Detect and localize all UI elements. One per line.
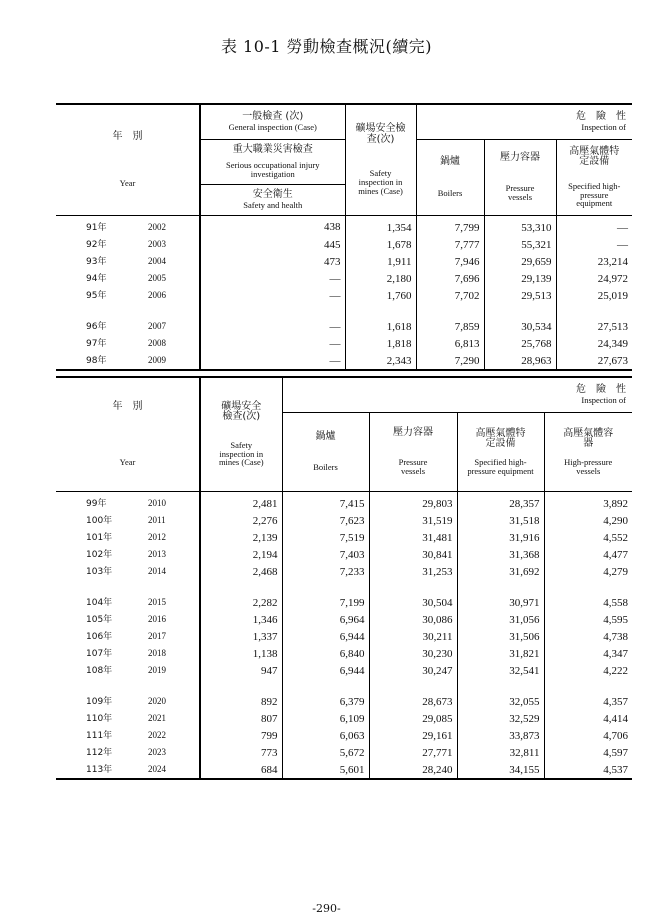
- mines-cell: 1,337: [252, 630, 278, 643]
- year-en: 2005: [148, 273, 166, 283]
- high-pressure-vessels-cell: 4,738: [544, 628, 632, 645]
- table-row: [56, 628, 632, 645]
- year-cell: [56, 761, 200, 779]
- high-pressure-equipment-header: 高壓氣體特定設備 Specified high-pressure equipment: [556, 140, 632, 216]
- mines-cell: 2,276: [252, 514, 278, 527]
- year-zh: 91年: [86, 223, 107, 233]
- high-pressure-equipment-cell: 30,971: [457, 594, 544, 611]
- boilers-cell: 6,063: [282, 727, 369, 744]
- year-zh: 111年: [86, 731, 113, 741]
- high-pressure-equipment-cell: 31,518: [457, 512, 544, 529]
- boilers-cell: 6,944: [282, 628, 369, 645]
- year-cell: [56, 492, 200, 513]
- year-cell: [56, 512, 200, 529]
- year-cell: [56, 563, 200, 580]
- pressure-vessels-cell: 29,659: [484, 253, 556, 270]
- boilers-cell: 7,777: [416, 236, 484, 253]
- pressure-vessels-cell: 30,086: [369, 611, 457, 628]
- boilers-header: 鍋爐 Boilers: [282, 413, 369, 492]
- year-cell: [56, 529, 200, 546]
- year-en: 2016: [148, 614, 166, 624]
- high-pressure-equipment-cell: 28,357: [457, 492, 544, 513]
- table-row: [56, 318, 632, 335]
- high-pressure-equipment-cell: 31,692: [457, 563, 544, 580]
- year-zh: 112年: [86, 748, 113, 758]
- boilers-cell: 5,672: [282, 744, 369, 761]
- boilers-cell: 7,403: [282, 546, 369, 563]
- high-pressure-vessels-cell: 4,414: [544, 710, 632, 727]
- year-zh: 100年: [86, 516, 113, 526]
- table-row: [56, 662, 632, 679]
- year-en: 2014: [148, 566, 166, 576]
- table-row: [56, 352, 632, 370]
- safety-health-cell: 473: [324, 255, 341, 268]
- year-cell: [56, 628, 200, 645]
- high-pressure-vessels-cell: 4,537: [544, 761, 632, 779]
- high-pressure-equipment-cell: 34,155: [457, 761, 544, 779]
- high-pressure-equipment-cell: 31,056: [457, 611, 544, 628]
- year-en: 2020: [148, 696, 166, 706]
- mines-cell: 2,282: [252, 596, 278, 609]
- high-pressure-equipment-cell: 31,821: [457, 645, 544, 662]
- pressure-vessels-cell: 28,240: [369, 761, 457, 779]
- boilers-cell: 6,944: [282, 662, 369, 679]
- high-pressure-equipment-cell: 23,214: [556, 253, 632, 270]
- year-en: 2007: [148, 321, 166, 331]
- year-cell: [56, 236, 200, 253]
- high-pressure-vessels-cell: 4,552: [544, 529, 632, 546]
- boilers-cell: 6,379: [282, 693, 369, 710]
- year-zh: 105年: [86, 615, 113, 625]
- year-en: 2023: [148, 747, 166, 757]
- danger-inspection-header: 危 險 性 Inspection of: [282, 377, 632, 413]
- pressure-vessels-cell: 30,247: [369, 662, 457, 679]
- boilers-header: 鍋爐 Boilers: [416, 140, 484, 216]
- year-cell: [56, 662, 200, 679]
- year-zh: 107年: [86, 649, 113, 659]
- mines-cell: 1,678: [345, 236, 416, 253]
- safety-health-cell: 438: [324, 221, 341, 234]
- year-zh: 106年: [86, 632, 113, 642]
- year-cell: [56, 645, 200, 662]
- year-zh: 93年: [86, 257, 107, 267]
- mines-cell: 2,180: [345, 270, 416, 287]
- pressure-vessels-cell: 29,161: [369, 727, 457, 744]
- safety-health-cell: —: [329, 272, 341, 285]
- mines-cell: 807: [261, 712, 278, 725]
- year-en: 2006: [148, 290, 166, 300]
- table-row: [56, 744, 632, 761]
- year-cell: [56, 546, 200, 563]
- year-en: 2002: [148, 222, 166, 232]
- danger-inspection-header: 危 險 性 Inspection of: [416, 104, 632, 140]
- boilers-cell: 7,519: [282, 529, 369, 546]
- pressure-vessels-cell: 55,321: [484, 236, 556, 253]
- year-en: 2003: [148, 239, 166, 249]
- boilers-cell: 5,601: [282, 761, 369, 779]
- table-row: [56, 270, 632, 287]
- mines-cell: 2,139: [252, 531, 278, 544]
- boilers-cell: 7,702: [416, 287, 484, 304]
- year-zh: 102年: [86, 550, 113, 560]
- mines-cell: 684: [200, 761, 282, 779]
- year-en: 2004: [148, 256, 166, 266]
- boilers-cell: 7,623: [282, 512, 369, 529]
- year-header: 年 別 Year: [56, 377, 200, 492]
- mines-cell: 947: [261, 664, 278, 677]
- high-pressure-vessels-cell: 4,290: [544, 512, 632, 529]
- high-pressure-vessels-cell: 3,892: [544, 492, 632, 513]
- safety-health-cell: —: [329, 337, 341, 350]
- table-row: [56, 512, 632, 529]
- high-pressure-vessels-cell: 4,558: [544, 594, 632, 611]
- year-en: 2010: [148, 498, 166, 508]
- year-zh: 99年: [86, 499, 107, 509]
- pressure-vessels-cell: 31,519: [369, 512, 457, 529]
- year-en: 2013: [148, 549, 166, 559]
- table-row: [56, 253, 632, 270]
- high-pressure-equipment-cell: 31,916: [457, 529, 544, 546]
- year-en: 2021: [148, 713, 166, 723]
- table-row: [56, 611, 632, 628]
- high-pressure-equipment-cell: 32,529: [457, 710, 544, 727]
- year-cell: [56, 594, 200, 611]
- pressure-vessels-header: 壓力容器 Pressure vessels: [369, 413, 457, 492]
- high-pressure-equipment-cell: 24,349: [556, 335, 632, 352]
- table-row: [56, 645, 632, 662]
- table-row: [56, 287, 632, 304]
- boilers-cell: 7,799: [416, 216, 484, 237]
- high-pressure-equipment-cell: 32,541: [457, 662, 544, 679]
- high-pressure-equipment-header: 高壓氣體特定設備 Specified high-pressure equipment: [457, 413, 544, 492]
- mines-inspection-header: 礦場安全檢查(次) Safety inspection in mines (Case): [345, 104, 416, 216]
- year-en: 2017: [148, 631, 166, 641]
- year-zh: 101年: [86, 533, 113, 543]
- mines-cell: 773: [261, 746, 278, 759]
- pressure-vessels-cell: 28,673: [369, 693, 457, 710]
- boilers-cell: 7,199: [282, 594, 369, 611]
- table-row: [56, 594, 632, 611]
- boilers-cell: 7,415: [282, 492, 369, 513]
- table-row: [56, 563, 632, 580]
- year-zh: 95年: [86, 291, 107, 301]
- safety-health-cell: —: [329, 289, 341, 302]
- group-spacer: [56, 580, 632, 594]
- high-pressure-vessels-cell: 4,357: [544, 693, 632, 710]
- year-cell: [56, 727, 200, 744]
- boilers-cell: 7,696: [416, 270, 484, 287]
- pressure-vessels-cell: 53,310: [484, 216, 556, 237]
- inspection-table-2002-2009: [56, 103, 632, 371]
- high-pressure-vessels-cell: 4,595: [544, 611, 632, 628]
- table-row: [56, 546, 632, 563]
- year-zh: 103年: [86, 567, 113, 577]
- mines-cell: 2,343: [345, 352, 416, 370]
- pressure-vessels-cell: 28,963: [484, 352, 556, 370]
- high-pressure-equipment-cell: —: [556, 216, 632, 237]
- high-pressure-equipment-cell: 24,972: [556, 270, 632, 287]
- mines-inspection-header: 礦場安全檢查(次) Safety inspection in mines (Case): [200, 377, 282, 492]
- high-pressure-vessels-cell: 4,347: [544, 645, 632, 662]
- year-en: 2022: [148, 730, 166, 740]
- mines-cell: 892: [261, 695, 278, 708]
- table-row: [56, 492, 632, 513]
- table-row: [56, 335, 632, 352]
- table-row: [56, 710, 632, 727]
- inspection-table-2010-2024: [56, 376, 632, 780]
- year-en: 2015: [148, 597, 166, 607]
- year-en: 2008: [148, 338, 166, 348]
- high-pressure-vessels-cell: 4,222: [544, 662, 632, 679]
- high-pressure-vessels-cell: 4,279: [544, 563, 632, 580]
- boilers-cell: 6,109: [282, 710, 369, 727]
- year-zh: 92年: [86, 240, 107, 250]
- year-cell: [56, 693, 200, 710]
- mines-cell: 1,618: [345, 318, 416, 335]
- pressure-vessels-cell: 30,841: [369, 546, 457, 563]
- general-inspection-header: 一般檢查 (次) General inspection (Case): [200, 104, 345, 140]
- year-en: 2019: [148, 665, 166, 675]
- mines-cell: 1,911: [345, 253, 416, 270]
- page-title: 表 10-1 勞動檢查概況(續完): [220, 37, 433, 56]
- pressure-vessels-cell: 31,481: [369, 529, 457, 546]
- boilers-cell: 6,964: [282, 611, 369, 628]
- boilers-cell: 7,859: [416, 318, 484, 335]
- mines-cell: 799: [261, 729, 278, 742]
- safety-health-header: 安全衛生 Safety and health: [200, 185, 345, 216]
- year-cell: [56, 253, 200, 270]
- mines-cell: 2,194: [252, 548, 278, 561]
- high-pressure-equipment-cell: 32,811: [457, 744, 544, 761]
- pressure-vessels-cell: 27,771: [369, 744, 457, 761]
- year-en: 2018: [148, 648, 166, 658]
- pressure-vessels-cell: 29,803: [369, 492, 457, 513]
- year-en: 2024: [148, 764, 166, 774]
- boilers-cell: 6,813: [416, 335, 484, 352]
- high-pressure-equipment-cell: 27,673: [556, 352, 632, 370]
- year-en: 2011: [148, 515, 166, 525]
- high-pressure-equipment-cell: 25,019: [556, 287, 632, 304]
- year-zh: 94年: [86, 274, 107, 284]
- year-cell: [56, 318, 200, 335]
- pressure-vessels-cell: 29,513: [484, 287, 556, 304]
- high-pressure-equipment-cell: 31,506: [457, 628, 544, 645]
- year-header: 年 別 Year: [56, 104, 200, 216]
- year-zh: 96年: [86, 322, 107, 332]
- year-cell: [56, 270, 200, 287]
- table-row: [56, 693, 632, 710]
- pressure-vessels-header: 壓力容器 Pressure vessels: [484, 140, 556, 216]
- boilers-cell: 7,946: [416, 253, 484, 270]
- year-cell: [56, 710, 200, 727]
- high-pressure-vessels-header: 高壓氣體容器 High-pressure vessels: [544, 413, 632, 492]
- pressure-vessels-cell: 30,534: [484, 318, 556, 335]
- mines-cell: 2,481: [252, 497, 278, 510]
- pressure-vessels-cell: 25,768: [484, 335, 556, 352]
- year-cell: [56, 611, 200, 628]
- mines-cell: 2,468: [252, 565, 278, 578]
- year-zh: 113年: [86, 765, 113, 775]
- high-pressure-equipment-cell: 33,873: [457, 727, 544, 744]
- year-zh: 109年: [86, 697, 113, 707]
- year-cell: [56, 335, 200, 352]
- high-pressure-vessels-cell: 4,597: [544, 744, 632, 761]
- year-cell: [56, 216, 200, 237]
- boilers-cell: 7,290: [416, 352, 484, 370]
- table-row: [56, 236, 632, 253]
- table-row: [56, 529, 632, 546]
- year-cell: [56, 352, 200, 370]
- pressure-vessels-cell: 29,139: [484, 270, 556, 287]
- table-row: [56, 216, 632, 237]
- year-en: 2012: [148, 532, 166, 542]
- boilers-cell: 6,840: [282, 645, 369, 662]
- table-row: [56, 761, 632, 779]
- safety-health-cell: 445: [324, 238, 341, 251]
- group-spacer: [56, 304, 632, 318]
- pressure-vessels-cell: 30,504: [369, 594, 457, 611]
- high-pressure-vessels-cell: 4,477: [544, 546, 632, 563]
- high-pressure-vessels-cell: 4,706: [544, 727, 632, 744]
- year-zh: 98年: [86, 356, 107, 366]
- high-pressure-equipment-cell: —: [556, 236, 632, 253]
- year-en: 2009: [148, 355, 166, 365]
- mines-cell: 1,760: [345, 287, 416, 304]
- year-zh: 97年: [86, 339, 107, 349]
- mines-cell: 1,818: [345, 335, 416, 352]
- serious-injury-header: 重大職業災害檢查 Serious occupational injury investigation: [200, 140, 345, 185]
- mines-cell: 1,138: [252, 647, 278, 660]
- pressure-vessels-cell: 31,253: [369, 563, 457, 580]
- mines-cell: 1,354: [345, 216, 416, 237]
- year-zh: 108年: [86, 666, 113, 676]
- mines-cell: 1,346: [252, 613, 278, 626]
- table-row: [56, 727, 632, 744]
- year-zh: 104年: [86, 598, 113, 608]
- page-number: -290-: [312, 902, 341, 915]
- year-zh: 110年: [86, 714, 113, 724]
- pressure-vessels-cell: 29,085: [369, 710, 457, 727]
- high-pressure-equipment-cell: 27,513: [556, 318, 632, 335]
- high-pressure-equipment-cell: 31,368: [457, 546, 544, 563]
- group-spacer: [56, 679, 632, 693]
- pressure-vessels-cell: 30,211: [369, 628, 457, 645]
- boilers-cell: 7,233: [282, 563, 369, 580]
- safety-health-cell: —: [329, 320, 341, 333]
- safety-health-cell: —: [200, 352, 345, 370]
- year-cell: [56, 744, 200, 761]
- pressure-vessels-cell: 30,230: [369, 645, 457, 662]
- year-cell: [56, 287, 200, 304]
- high-pressure-equipment-cell: 32,055: [457, 693, 544, 710]
